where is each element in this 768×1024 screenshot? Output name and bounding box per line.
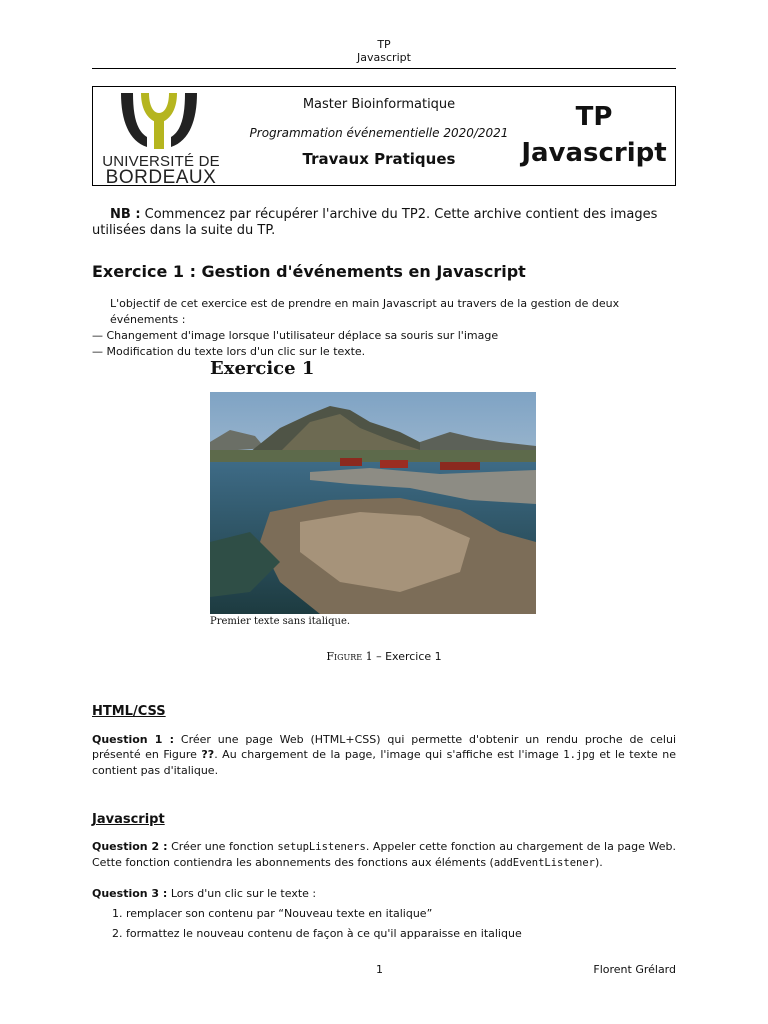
question-3	[92, 886, 676, 901]
q1-label: Question 1 :	[92, 733, 175, 746]
exercise-intro	[92, 296, 676, 360]
course-name: Programmation événementielle 2020/2021	[249, 126, 509, 140]
landscape-photo	[210, 392, 536, 614]
list-item: 2. formattez le nouveau contenu de façon à ce qu'il apparaisse en italique	[112, 927, 522, 940]
program-name: Master Bioinformatique	[302, 97, 456, 112]
landscape-photo-icon	[210, 392, 536, 614]
question-2	[92, 839, 676, 871]
figure-inner-title: Exercice 1	[210, 358, 315, 379]
running-header	[92, 38, 676, 69]
title-center	[233, 95, 525, 168]
exercise-title: Exercice 1 : Gestion d'événements en Javascript	[92, 262, 526, 281]
doc-type: Travaux Pratiques	[302, 150, 456, 168]
title-right-line2: Javascript	[521, 138, 667, 168]
q1-code: 1.jpg	[563, 749, 595, 761]
q1-ref: ??	[201, 748, 215, 761]
title-box	[92, 86, 676, 186]
intro-item: — Modification du texte lors d'un clic sur le texte.	[92, 345, 366, 358]
title-right	[519, 99, 669, 171]
q1-text: . Au chargement de la page, l'image qui s'affiche est l'image	[214, 748, 564, 761]
running-header-title: TP	[377, 38, 391, 51]
title-right-line1: TP	[575, 102, 613, 132]
q3-label: Question 3 :	[92, 887, 168, 900]
q2-code: addEventListener	[493, 857, 595, 869]
intro-item: — Changement d'image lorsque l'utilisateur déplace sa souris sur l'image	[92, 329, 499, 342]
section-javascript: Javascript	[92, 812, 165, 827]
q2-code: setupListeners	[277, 841, 366, 853]
q1-text: et le texte ne contient pas d'italique.	[92, 748, 676, 777]
author-name: Florent Grélard	[593, 963, 676, 976]
university-logo	[99, 91, 220, 188]
intro-text: L'objectif de cet exercice est de prendre en main Javascript au travers de la gestion de deux événements :	[110, 297, 620, 326]
q2-text: ).	[595, 856, 603, 869]
running-header-subtitle: Javascript	[357, 51, 411, 64]
logo-text-line1: UNIVERSITÉ DE	[102, 153, 220, 170]
list-item: 1. remplacer son contenu par “Nouveau texte en italique”	[112, 907, 433, 920]
nb-label: NB :	[110, 207, 141, 222]
nb-paragraph	[92, 207, 676, 239]
q3-text: Lors d'un clic sur le texte :	[167, 887, 317, 900]
section-html-css: HTML/CSS	[92, 704, 166, 719]
q2-label: Question 2 :	[92, 840, 168, 853]
figure-label-text: Exercice 1	[381, 650, 442, 663]
page-number: 1	[376, 963, 383, 976]
figure-inner-caption: Premier texte sans italique.	[210, 616, 351, 627]
header-rule	[92, 68, 676, 69]
question-1	[92, 732, 676, 778]
logo-text-line2: BORDEAUX	[105, 167, 217, 188]
nb-text: Commencez par récupérer l'archive du TP2. Cette archive contient des images utilisées dans la suite du TP.	[92, 207, 658, 238]
figure-caption	[92, 650, 676, 663]
q2-text: Créer une fonction	[167, 840, 278, 853]
q2-text: . Appeler cette fonction au chargement de la page Web. Cette fonction contiendra les abonnements des fonctions aux éléments (	[92, 840, 676, 869]
university-logo-icon	[99, 91, 219, 151]
figure-label: Figure 1 –	[326, 650, 382, 663]
q1-text: Créer une page Web (HTML+CSS) qui permette d'obtenir un rendu proche de celui présenté en Figure	[92, 733, 676, 761]
